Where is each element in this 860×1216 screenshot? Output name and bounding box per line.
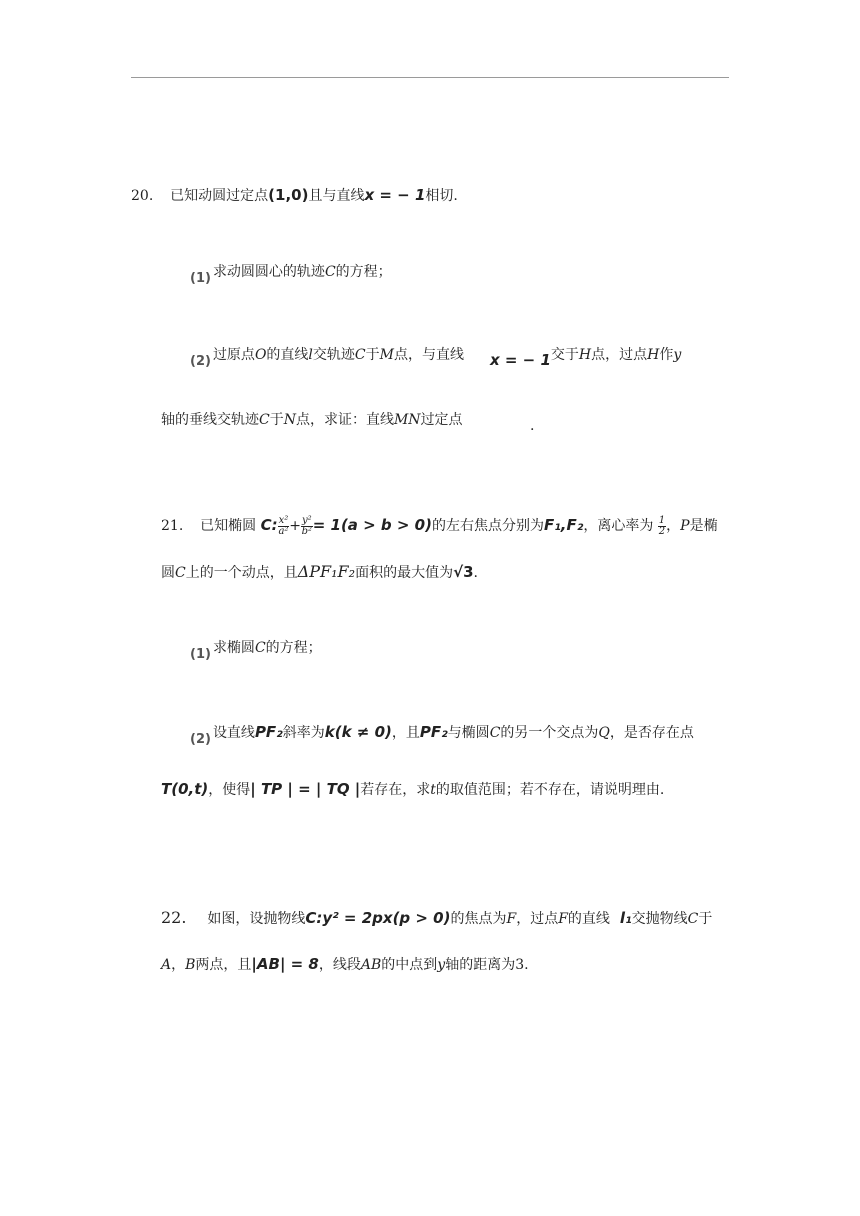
q21-stem-line2 [161, 562, 478, 583]
q20-text: 过原点 [212, 347, 255, 363]
q21-text: 上的一个动点，且 [185, 565, 298, 581]
q20-text: 于 [365, 347, 380, 363]
frac-num: x² [278, 514, 289, 526]
q20-var: M [379, 347, 394, 363]
q22-text: ，线段 [318, 957, 361, 973]
q22-text: 的直线 [567, 911, 610, 927]
q20-text: 作 [659, 347, 674, 363]
q20-text: 点，与直线 [393, 347, 464, 363]
q21-foci: F₁,F₂ [543, 516, 584, 534]
q20-var: H [647, 347, 660, 363]
q20-var: N [283, 412, 296, 428]
q20-var: l [308, 347, 313, 363]
q22-text: 轴的距离为 [445, 957, 516, 973]
q21-ellipse-c: C: [260, 516, 278, 534]
q20-part1-label: (1) [190, 271, 211, 286]
q20-text: 过定点 [420, 412, 463, 428]
q21-var: C [489, 725, 501, 741]
q21-text: 圆 [161, 565, 175, 581]
q21-text: ，且 [391, 725, 420, 741]
q20-text: 相切. [425, 188, 458, 204]
q20-var: C [354, 347, 366, 363]
frac-den: a² [278, 525, 289, 537]
q21-max: √3 [453, 563, 474, 581]
q21-part1-label: (1) [190, 647, 211, 662]
q21-part2-cont [161, 779, 664, 800]
q22-text: ， [171, 957, 186, 973]
frac-num: y² [302, 514, 312, 526]
q20-var: C [259, 412, 270, 428]
q21-var: C [175, 565, 186, 581]
q21-frac-y [301, 516, 313, 537]
q20-var: H [578, 347, 592, 363]
q22-text: 于 [698, 911, 713, 927]
q20-var: MN [393, 412, 421, 428]
q21-triangle: ΔPF₁F₂ [297, 562, 356, 581]
q20-line-eq: x = − 1 [364, 186, 426, 204]
q20-text: 轴的垂线交轨迹 [161, 412, 259, 428]
q22-stem [161, 908, 712, 929]
q22-number: 22. [161, 908, 187, 927]
q20-part2-cont [161, 410, 463, 430]
q22-text: 如图，设抛物线 [207, 911, 306, 927]
q20-var: C [324, 264, 336, 280]
q22-text: 的焦点为 [450, 911, 507, 927]
q22-text: ，过点 [516, 911, 559, 927]
q22-var: F [506, 911, 517, 927]
q22-stem-line2 [161, 954, 529, 975]
q20-text: 已知动圆过定点 [170, 188, 269, 204]
q20-text: 求动圆圆心的轨迹 [212, 264, 325, 280]
q20-point: (1,0) [268, 186, 309, 204]
q20-part2 [190, 344, 682, 369]
q21-text: 的方程； [265, 640, 322, 656]
q21-var: t [430, 782, 436, 798]
q22-var: C [687, 911, 699, 927]
q21-text: 求椭圆 [212, 640, 255, 656]
q21-eq-tp-tq: | TP | = | TQ | [250, 780, 361, 798]
q21-frac-x [278, 516, 290, 537]
q22-text: . [524, 957, 529, 973]
q20-part2-label: (2) [190, 354, 211, 369]
q21-var: P [680, 518, 690, 534]
q21-text: 面积的最大值为 [355, 565, 454, 581]
q20-period: . [530, 418, 535, 434]
q20-line-eq-2: x = − 1 [489, 351, 551, 369]
q22-l1: l₁ [619, 909, 632, 927]
q21-text: 若存在，求 [360, 782, 431, 798]
q20-stem [131, 185, 458, 206]
frac-den: b² [301, 525, 313, 537]
q22-var: B [185, 957, 196, 973]
q22-text: 交抛物线 [631, 911, 688, 927]
q20-text: 的直线 [266, 347, 309, 363]
q21-k: k(k ≠ 0) [324, 723, 392, 741]
q21-plus: + [289, 518, 302, 534]
q21-t-point: T(0,t) [161, 780, 209, 798]
q21-text: 的取值范围；若不存在，请说明理由. [435, 782, 665, 798]
q20-text: 点，过点 [591, 347, 648, 363]
q21-part2 [190, 722, 694, 747]
frac-den: 2 [658, 525, 666, 537]
q21-eq: = 1 [312, 516, 341, 534]
q21-text: ，离心率为 [583, 518, 654, 534]
q22-var: AB [360, 957, 382, 973]
q21-var: Q [598, 725, 610, 741]
q20-text: 交轨迹 [312, 347, 355, 363]
q21-part1 [190, 638, 322, 662]
q21-text: 是椭 [689, 518, 718, 534]
q21-text: 设直线 [212, 725, 255, 741]
q20-number: 20. [131, 188, 154, 204]
q22-var: F [558, 911, 568, 927]
q20-text: 且与直线 [308, 188, 365, 204]
q21-number: 21. [161, 518, 184, 534]
q22-abs-ab: |AB| = 8 [251, 955, 319, 973]
q21-text: ， [666, 518, 681, 534]
q20-part1 [190, 262, 392, 286]
q20-text: 于 [269, 412, 284, 428]
q21-text: . [473, 565, 478, 581]
q20-text: 点，求证：直线 [295, 412, 394, 428]
q21-pf2: PF₂ [254, 723, 283, 741]
q21-stem [161, 515, 718, 537]
header-rule [131, 77, 729, 78]
q22-parabola: C:y² = 2px(p > 0) [305, 909, 451, 927]
q20-var: y [673, 347, 682, 363]
q22-text: 两点，且 [195, 957, 252, 973]
q21-var: C [254, 640, 266, 656]
q22-dist: 3 [515, 957, 525, 973]
q21-text: 斜率为 [282, 725, 325, 741]
q21-text: 的左右焦点分别为 [431, 518, 544, 534]
q21-text: ，使得 [208, 782, 251, 798]
q21-cond: (a > b > 0) [340, 516, 432, 534]
q20-text: 的方程； [335, 264, 392, 280]
q22-text: 的中点到 [381, 957, 438, 973]
q21-text: 已知椭圆 [200, 518, 257, 534]
q21-text: 的另一个交点为 [500, 725, 599, 741]
q22-var: A [161, 957, 172, 973]
q20-text: 交于 [550, 347, 579, 363]
q21-text: 与椭圆 [447, 725, 490, 741]
frac-num: 1 [658, 514, 666, 526]
q21-ecc [658, 516, 666, 537]
q21-text: ，是否存在点 [609, 725, 694, 741]
q21-pf2: PF₂ [419, 723, 448, 741]
q22-var: y [437, 957, 446, 973]
q20-var: O [254, 347, 267, 363]
q21-part2-label: (2) [190, 732, 211, 747]
